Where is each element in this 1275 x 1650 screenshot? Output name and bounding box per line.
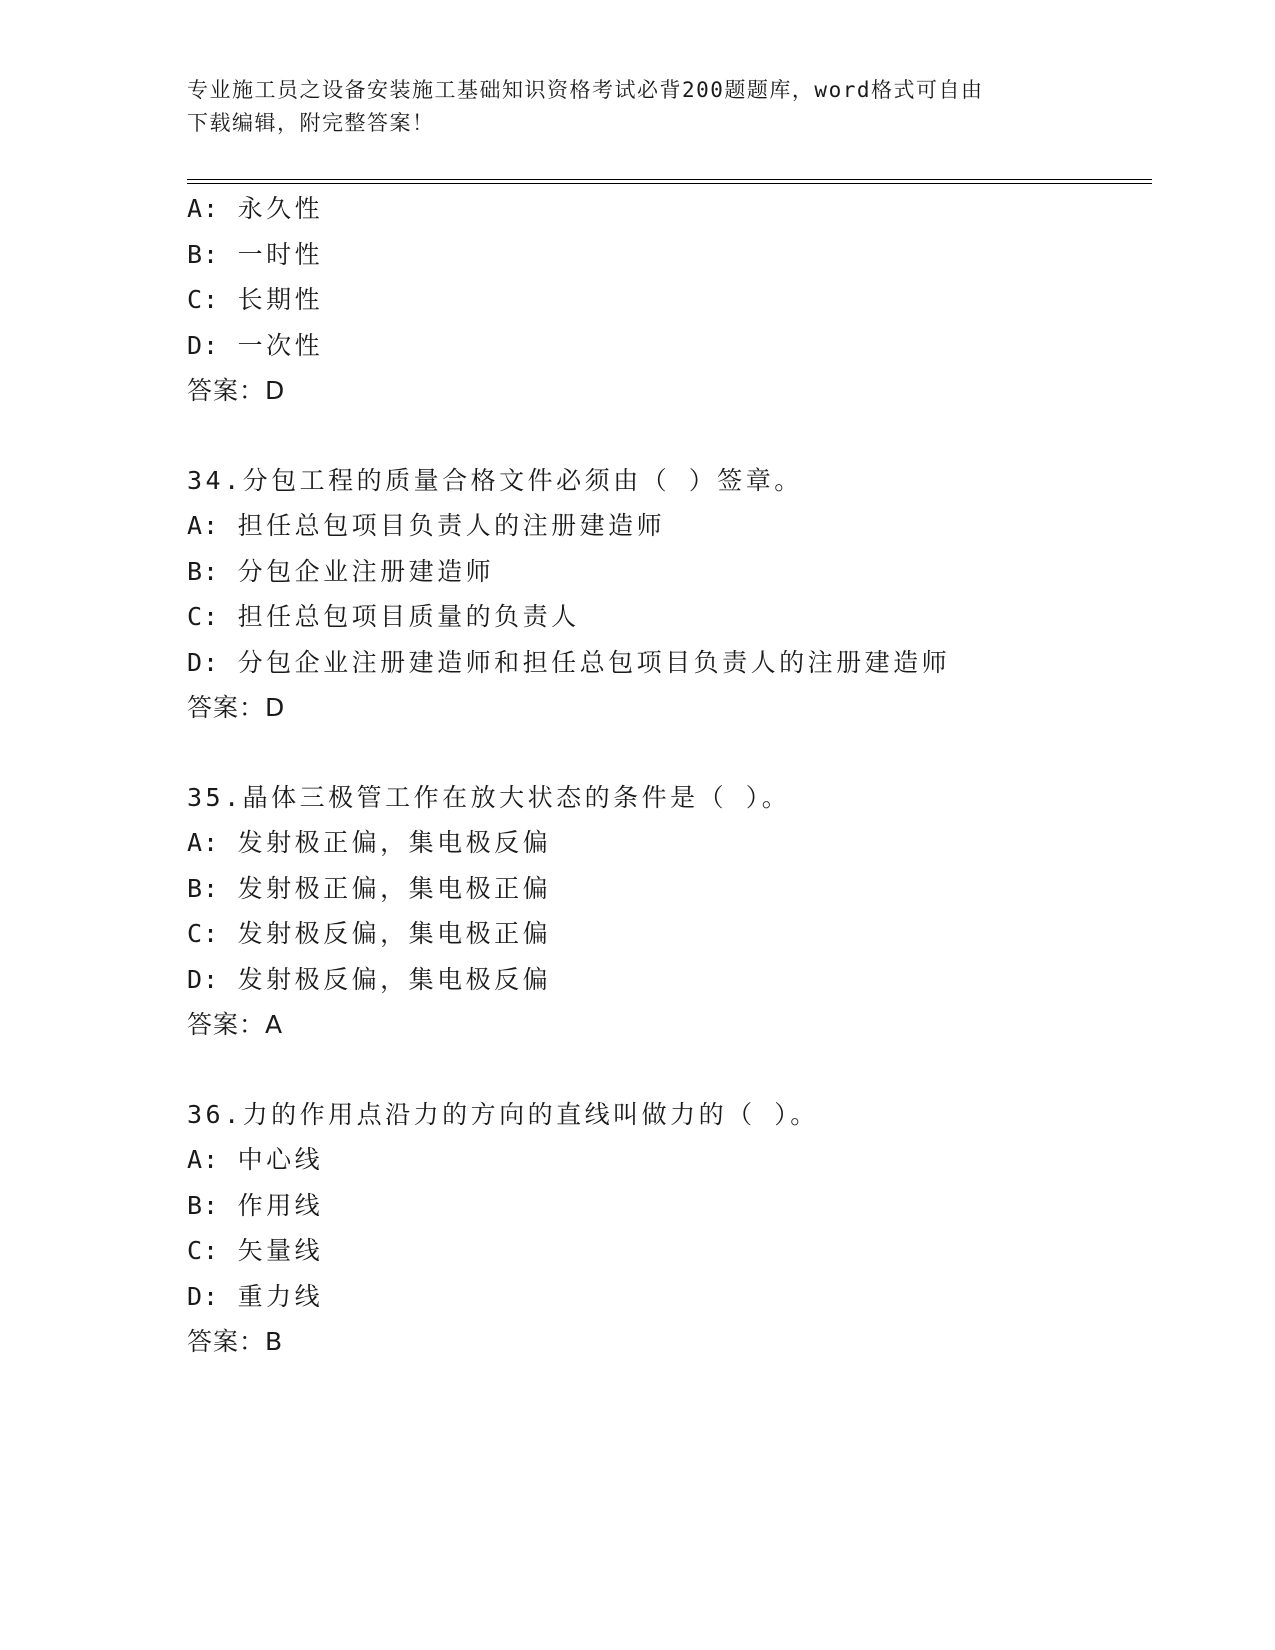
option-label: A: [187, 511, 220, 540]
option-label: D: [187, 1281, 220, 1311]
option-label: B: [187, 556, 220, 586]
question-block-36 [187, 1092, 1167, 1365]
option-b [187, 866, 1167, 912]
option-text: 一次性 [237, 330, 324, 360]
option-c [187, 911, 1167, 957]
question-list [187, 186, 1167, 1365]
option-label: D: [187, 330, 220, 360]
option-label: D: [187, 964, 220, 994]
option-label: B: [187, 1190, 220, 1220]
header-line-1: 专业施工员之设备安装施工基础知识资格考试必背200题题库，word格式可自由 [187, 78, 984, 102]
option-b [187, 232, 1167, 278]
option-d [187, 1274, 1167, 1320]
option-b [187, 549, 1167, 595]
answer-line: 答案：B [187, 1327, 284, 1356]
spacer [187, 414, 1167, 458]
option-label: C: [187, 285, 220, 314]
option-label: A: [187, 194, 220, 223]
option-b [187, 1183, 1167, 1229]
option-d [187, 640, 1167, 686]
option-text: 矢量线 [237, 1236, 324, 1265]
option-d [187, 957, 1167, 1003]
spacer [187, 1048, 1167, 1092]
option-d [187, 323, 1167, 369]
option-text: 担任总包项目负责人的注册建造师 [237, 511, 666, 540]
answer-line: 答案：D [187, 693, 286, 722]
header-line-2: 下载编辑，附完整答案！ [187, 111, 435, 135]
question-block-35 [187, 775, 1167, 1048]
option-label: C: [187, 602, 220, 631]
option-a [187, 1137, 1167, 1183]
option-text: 永久性 [237, 194, 324, 223]
option-a [187, 503, 1167, 549]
option-text: 中心线 [237, 1145, 324, 1174]
option-label: C: [187, 919, 220, 948]
option-text: 发射极反偏，集电极正偏 [237, 919, 552, 948]
option-label: D: [187, 647, 220, 677]
option-label: B: [187, 239, 220, 269]
document-header [187, 74, 1087, 140]
question-stem: 35.晶体三极管工作在放大状态的条件是（ ）。 [187, 782, 791, 812]
option-text: 分包企业注册建造师 [237, 556, 495, 586]
option-text: 一时性 [237, 239, 324, 269]
option-text: 长期性 [237, 285, 324, 314]
answer-line: 答案：D [187, 376, 286, 405]
question-stem: 36.力的作用点沿力的方向的直线叫做力的（ ）。 [187, 1099, 819, 1129]
header-rule-bottom [187, 183, 1152, 184]
option-label: A: [187, 828, 220, 857]
option-c [187, 277, 1167, 323]
option-text: 分包企业注册建造师和担任总包项目负责人的注册建造师 [237, 647, 951, 677]
spacer [187, 731, 1167, 775]
option-text: 重力线 [237, 1281, 324, 1311]
option-label: A: [187, 1145, 220, 1174]
option-a [187, 820, 1167, 866]
answer-line: 答案：A [187, 1010, 284, 1039]
option-a [187, 186, 1167, 232]
option-text: 发射极正偏，集电极正偏 [237, 873, 552, 903]
option-text: 作用线 [237, 1190, 324, 1220]
question-block-prev [187, 186, 1167, 414]
header-rule-top [187, 179, 1152, 180]
option-text: 发射极反偏，集电极反偏 [237, 964, 552, 994]
option-label: B: [187, 873, 220, 903]
option-label: C: [187, 1236, 220, 1265]
question-block-34 [187, 458, 1167, 731]
option-text: 担任总包项目质量的负责人 [237, 602, 580, 631]
question-stem: 34.分包工程的质量合格文件必须由（ ）签章。 [187, 465, 803, 495]
option-text: 发射极正偏，集电极反偏 [237, 828, 552, 857]
option-c [187, 1228, 1167, 1274]
option-c [187, 594, 1167, 640]
